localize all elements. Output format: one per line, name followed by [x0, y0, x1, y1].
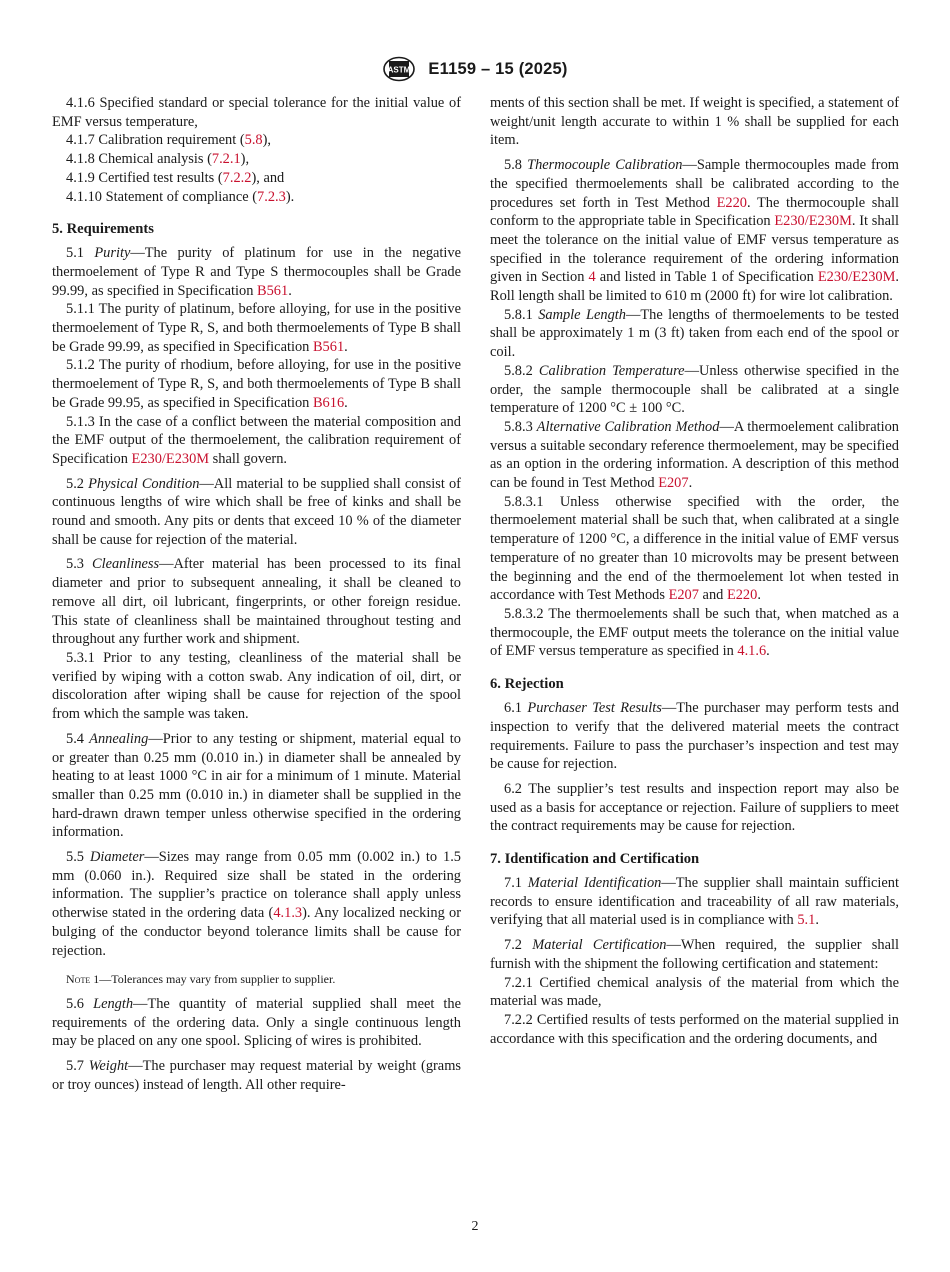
document-id: E1159 – 15 (2025)	[428, 59, 568, 78]
clause-7-2: 7.2 Material Certification—When required, the supplier shall furnish with the shipment the following certification and statement:	[490, 937, 899, 972]
ref-e230[interactable]: E230/E230M	[817, 269, 896, 286]
clause-6-1: 6.1 Purchaser Test Results—The purchaser may perform tests and inspection to verify that the delivered material meets the contract requirements. Failure to pass the purchaser’s inspection and test may be cause for rejection.	[490, 700, 900, 773]
ref-7-2-1[interactable]: 7.2.1	[211, 151, 241, 168]
astm-logo-icon	[382, 56, 416, 82]
clause-4-1-9: 4.1.9 Certified test results (7.2.2), and	[66, 169, 285, 186]
clause-4-1-7: 4.1.7 Calibration requirement (5.8),	[66, 132, 272, 149]
ref-b561[interactable]: B561	[257, 282, 289, 299]
clause-5-5: 5.5 Diameter—Sizes may range from 0.05 mm (0.002 in.) to 1.5 mm (0.060 in.). Required size shall be stated in the ordering information. The supplier’s practice on tolerance shall apply unless otherwise stated in the ordering data (4.1.3). Any localized necking or bulging of the conductor beyond tolerance limits shall be cause for rejection.	[52, 849, 462, 959]
ref-e207[interactable]: E207	[658, 475, 689, 492]
clause-5-8: 5.8 Thermocouple Calibration—Sample thermocouples made from the specified thermoelements shall be calibrated according to the procedures set forth in Test Method E220. The thermocouple shall conform to the appropriate table in Specification E230/E230M. It shall meet the tolerance on the initial value of EMF versus temperature as specified in the tolerance requirement of the ordering information given in Section 4 and listed in Table 1 of Specification E230/E230M. Roll length shall be limited to 610 m (2000 ft) for wire lot calibration.	[490, 157, 899, 305]
clause-7-1: 7.1 Material Identification—The supplier shall maintain sufficient records to ensure identification and traceability of all raw materials, verifying that all material used is in compliance with 5.1.	[490, 875, 899, 929]
clause-7-2-1: 7.2.1 Certified chemical analysis of the material from which the material was made,	[490, 974, 899, 1010]
page-number: 2	[471, 1219, 479, 1234]
clause-5-7-continued: ments of this section shall be met. If weight is specified, a statement of weight/unit length accurate to within 1 % shall be supplied for each item.	[490, 95, 899, 149]
ref-5-1[interactable]: 5.1	[797, 912, 816, 929]
clause-7-2-2: 7.2.2 Certified results of tests performed on the material supplied in accordance with this specification and the ordering documents, and	[490, 1011, 899, 1047]
note-1: Note 1—Tolerances may vary from supplier to supplier.	[66, 972, 336, 987]
clause-5-6: 5.6 Length—The quantity of material supplied shall meet the requirements of the ordering data. Only a single continuous length may be placed on any one spool. Splicing of wires is prohibited.	[52, 995, 461, 1050]
ref-5-8[interactable]: 5.8	[244, 132, 263, 149]
ref-section-4[interactable]: 4	[588, 269, 596, 286]
clause-5-8-2: 5.8.2 Calibration Temperature—Unless otherwise specified in the order, the sample thermocouple shall be calibrated at a single temperature of 1200 °C ± 100 °C.	[490, 362, 899, 417]
ref-4-1-3[interactable]: 4.1.3	[273, 905, 303, 922]
clause-4-1-6: 4.1.6 Specified standard or special tolerance for the initial value of EMF versus temperature,	[52, 95, 461, 130]
ref-4-1-6[interactable]: 4.1.6	[737, 643, 767, 660]
section-6-heading: 6. Rejection	[490, 676, 564, 693]
clause-5-4: 5.4 Annealing—Prior to any testing or shipment, material equal to or greater than 0.25 mm (0.010 in.) in diameter shall be annealed by heating to at least 1000 °C in air for a minimum of 1 minute. Material smaller than 0.25 mm (0.010 in.) in diameter shall be supplied in the hard-drawn drawn temper unless otherwise specified in the ordering information.	[52, 730, 461, 841]
ref-7-2-2[interactable]: 7.2.2	[222, 169, 252, 186]
ref-e220[interactable]: E220	[716, 194, 747, 211]
right-column	[490, 94, 899, 1048]
ref-b616[interactable]: B616	[312, 394, 345, 411]
clause-5-8-1: 5.8.1 Sample Length—The lengths of thermoelements to be tested shall be approximately 1 m (3 ft) taken from each end of the spool or coil.	[490, 306, 899, 361]
clause-4-1-10: 4.1.10 Statement of compliance (7.2.3).	[66, 188, 295, 205]
left-column	[52, 94, 461, 1094]
clause-5-3-1: 5.3.1 Prior to any testing, cleanliness of the material shall be verified by wiping with a cotton swab. Any indication of oil, dirt, or discoloration after wiping shall be cause for rejection of the spool from which the sample was taken.	[52, 649, 461, 723]
clause-5-1-3: 5.1.3 In the case of a conflict between the material composition and the EMF output of the thermoelement, the calibration requirement of Specification E230/E230M shall govern.	[52, 413, 461, 467]
ref-e207[interactable]: E207	[668, 587, 699, 604]
clause-5-1-2: 5.1.2 The purity of rhodium, before alloying, for use in the positive thermoelement of Type R, S, and both thermoelements of Type B shall be Grade 99.95, as specified in Specification B616.	[52, 357, 461, 411]
clause-5-8-3-2: 5.8.3.2 The thermoelements shall be such that, when matched as a thermocouple, the EMF output meets the tolerance on the initial value of EMF versus temperature as specified in 4.1.6.	[490, 605, 899, 660]
section-5-heading: 5. Requirements	[52, 221, 154, 238]
ref-e230[interactable]: E230/E230M	[774, 213, 852, 230]
clause-5-2: 5.2 Physical Condition—All material to be supplied shall consist of continuous lengths of wire which shall be free of kinks and shall be round and smooth. Any pits or dents that exceed 10 % of the diameter shall be cause for rejection of the material.	[52, 475, 461, 548]
clause-5-8-3: 5.8.3 Alternative Calibration Method—A thermoelement calibration versus a suitable secondary reference thermoelement, may be specified as an option in the ordering information. A description of this method can be found in Test Method E207.	[490, 418, 900, 492]
svg-text:ASTM: ASTM	[388, 65, 411, 75]
ref-e220[interactable]: E220	[726, 587, 758, 604]
ref-7-2-3[interactable]: 7.2.3	[257, 188, 286, 205]
clause-5-8-3-1: 5.8.3.1 Unless otherwise specified with the order, the thermoelement material shall be such that, when calibrated at a single temperature of 1200 °C, a difference in the initial value of EMF versus temperature of no greater than 10 microvolts may be present between the beginning and the end of the thermoelement lot when tested in accordance with Test Methods E207 and E220.	[490, 493, 899, 604]
ref-e230[interactable]: E230/E230M	[131, 450, 210, 467]
section-7-heading: 7. Identification and Certification	[490, 851, 700, 868]
clause-5-7: 5.7 Weight—The purchaser may request material by weight (grams or troy ounces) instead of length. All other require-	[52, 1058, 461, 1093]
clause-4-1-8: 4.1.8 Chemical analysis (7.2.1),	[66, 151, 250, 168]
page-header	[0, 56, 950, 84]
clause-5-1-1: 5.1.1 The purity of platinum, before alloying, for use in the positive thermoelement of Type R, S, and both thermoelements of Type B shall be Grade 99.99, as specified in Specification B561.	[52, 301, 461, 355]
ref-b561[interactable]: B561	[312, 338, 345, 355]
clause-5-3: 5.3 Cleanliness—After material has been processed to its final diameter and prior to subsequent annealing, it shall be cleaned to remove all dirt, oil lubricant, fingerprints, or other foreign residue. This state of cleanliness shall be maintained throughout testing and throughout any further work and shipment.	[52, 556, 461, 648]
clause-6-2: 6.2 The supplier’s test results and inspection report may also be used as a basis for acceptance or rejection. Failure of suppliers to meet the contract requirements may be cause for rejection.	[490, 780, 899, 835]
clause-5-1: 5.1 Purity—The purity of platinum for use in the negative thermoelement of Type R and Type S thermocouples shall be Grade 99.99, as specified in Specification B561.	[52, 245, 461, 299]
